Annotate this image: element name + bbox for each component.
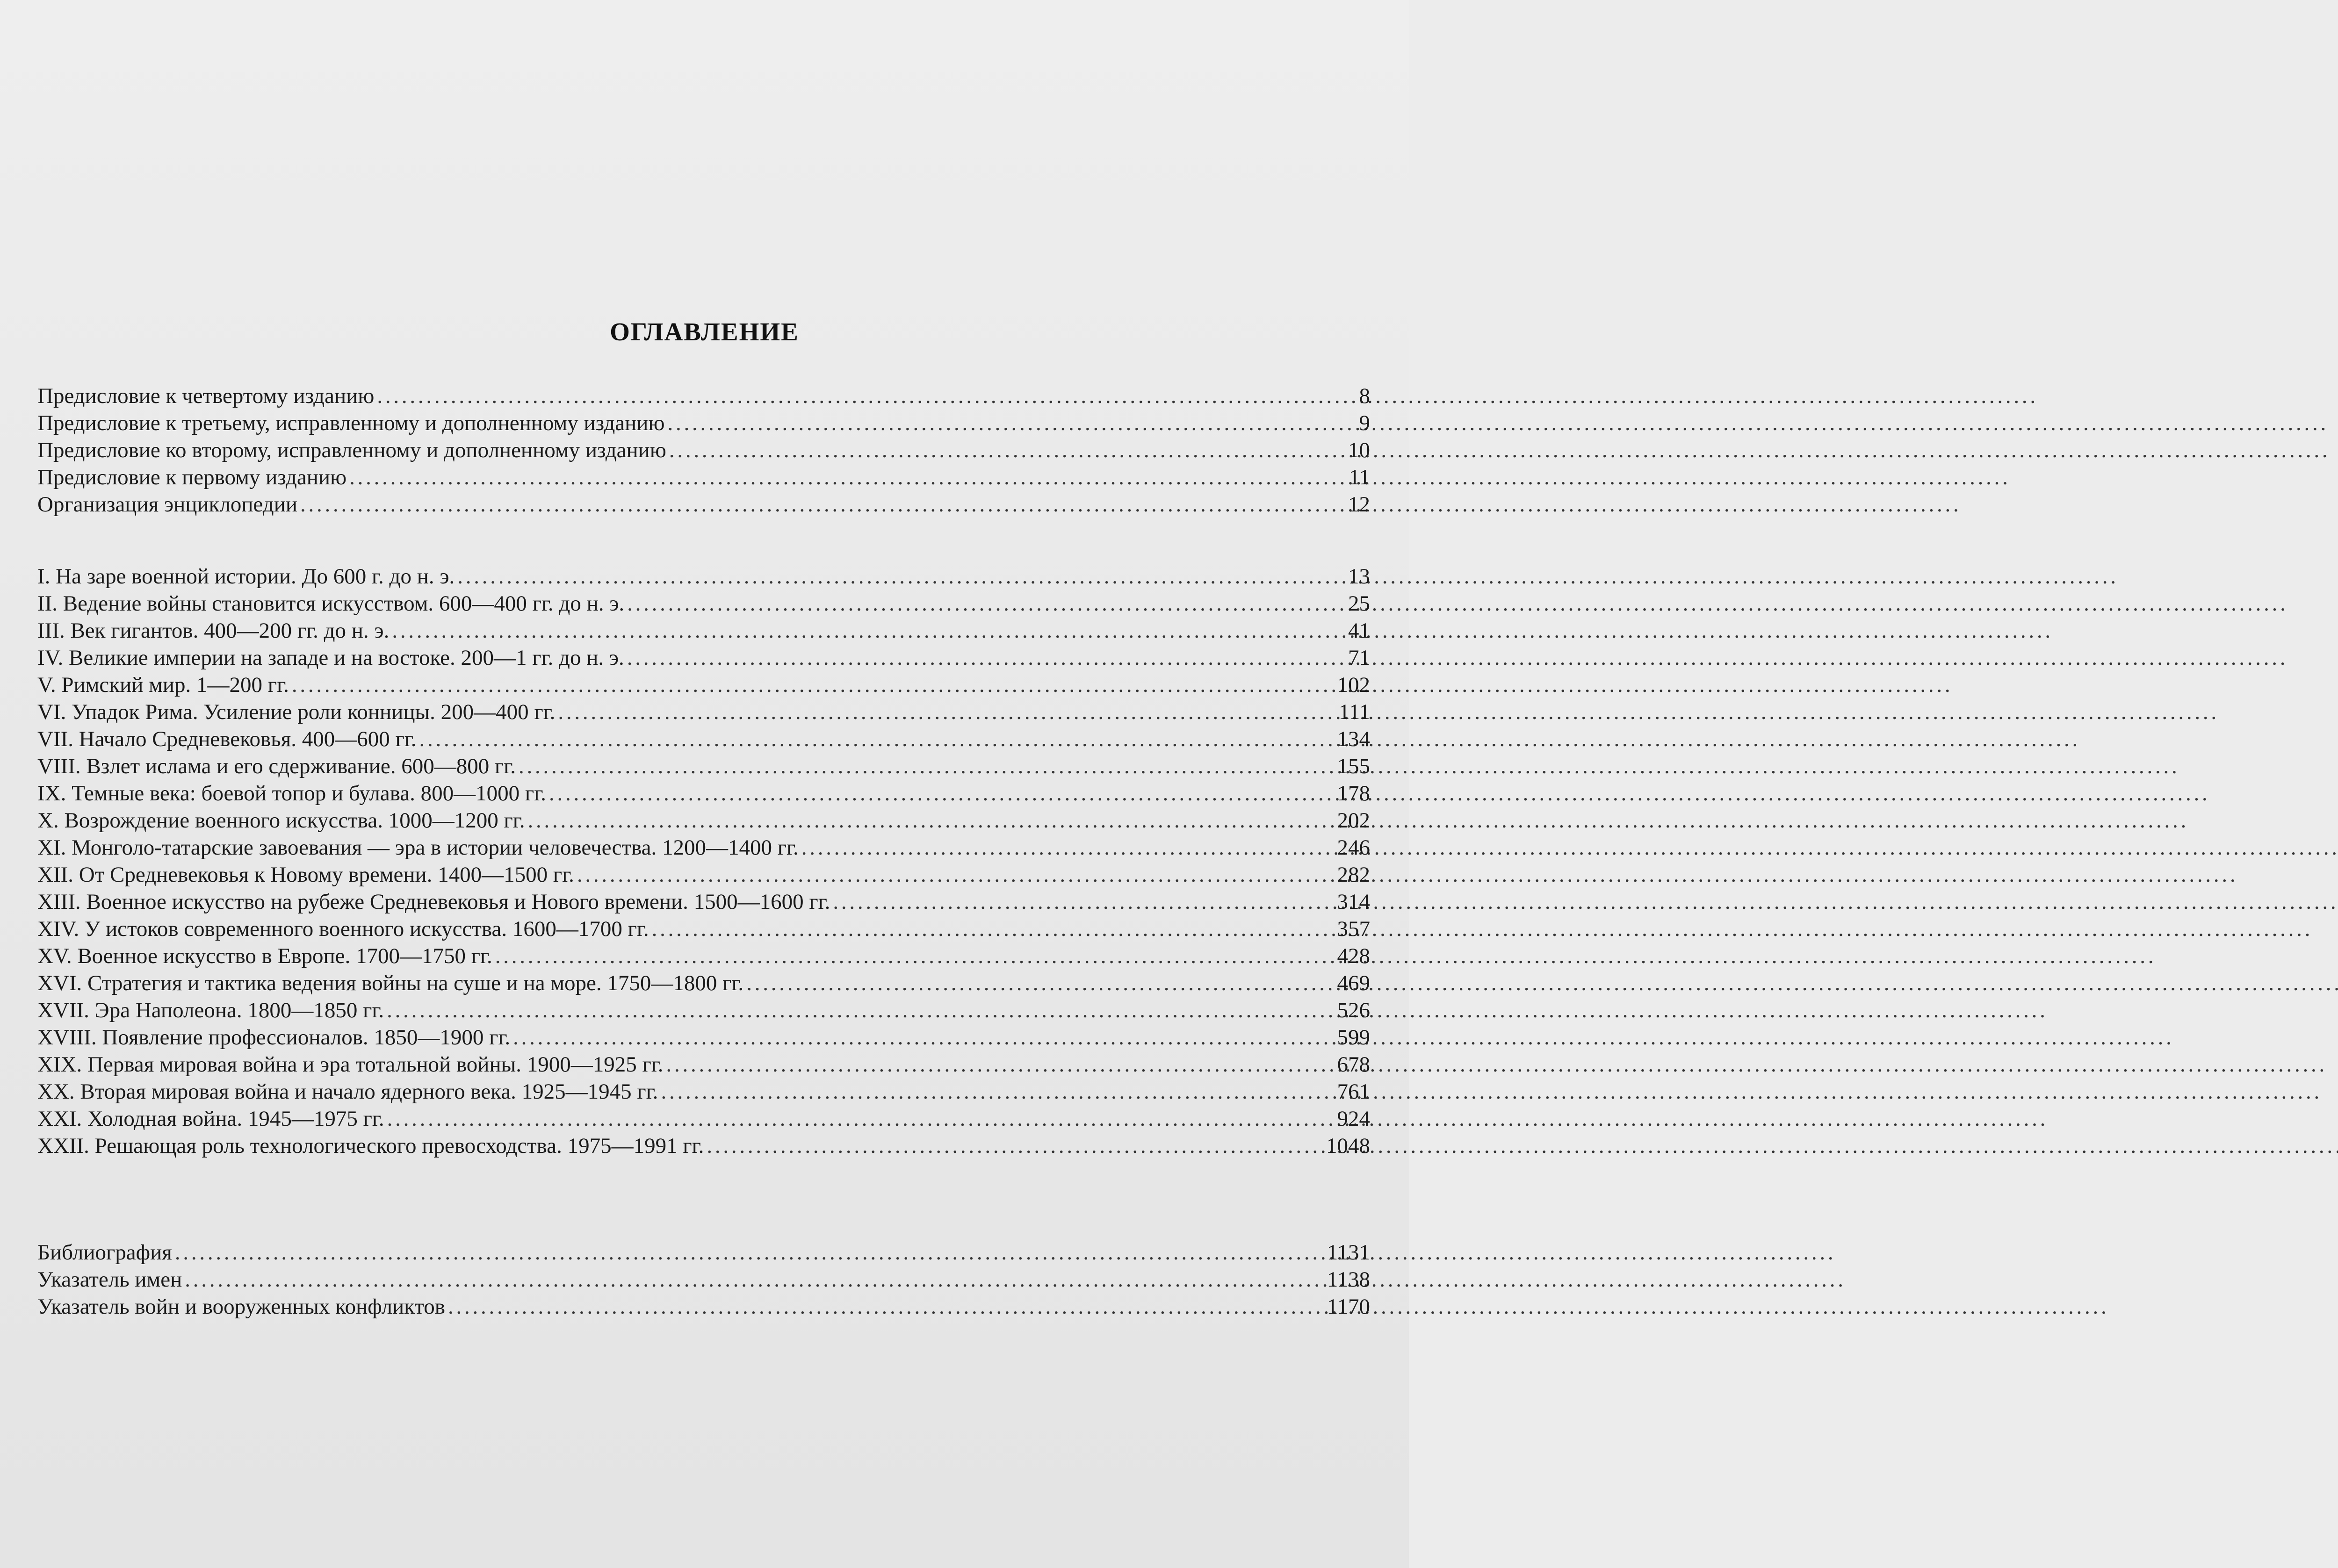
toc-entry xyxy=(37,970,1370,997)
toc-entry-title: Указатель войн и вооруженных конфликтов xyxy=(37,1295,446,1319)
back-matter-list xyxy=(37,1239,1370,1320)
toc-dot-leader xyxy=(495,942,1335,970)
toc-entry-title: I. На заре военной истории. До 600 г. до н. э. xyxy=(37,564,455,589)
toc-entry-page: 178 xyxy=(1337,781,1370,806)
toc-entry xyxy=(37,807,1370,834)
toc-dot-leader xyxy=(175,1239,1324,1266)
toc-entry-title: XIV. У истоков современного военного искусства. 1600—1700 гг. xyxy=(37,917,649,941)
toc-entry-title: Организация энциклопедии xyxy=(37,492,298,517)
toc-entry-page: 678 xyxy=(1337,1052,1370,1077)
toc-dot-leader xyxy=(387,1105,1335,1132)
page-title: ОГЛАВЛЕНИЕ xyxy=(610,317,799,346)
toc-entry xyxy=(37,861,1370,888)
toc-entry xyxy=(37,464,1370,491)
toc-entry xyxy=(37,617,1370,644)
toc-entry xyxy=(37,1105,1370,1132)
toc-entry-title: Библиография xyxy=(37,1240,172,1265)
toc-entry-page: 599 xyxy=(1337,1025,1370,1050)
toc-entry xyxy=(37,1051,1370,1078)
toc-entry-page: 202 xyxy=(1337,808,1370,833)
toc-dot-leader xyxy=(513,1024,1334,1051)
toc-entry xyxy=(37,726,1370,753)
toc-entry-page: 102 xyxy=(1337,673,1370,697)
toc-entry xyxy=(37,780,1370,807)
toc-dot-leader xyxy=(549,780,1335,807)
toc-dot-leader xyxy=(349,464,1346,491)
toc-entry-page: 155 xyxy=(1337,754,1370,778)
toc-entry-title: Предисловие к четвертому изданию xyxy=(37,384,375,408)
toc-entry xyxy=(37,437,1370,464)
toc-dot-leader xyxy=(668,410,1357,437)
toc-entry-title: VIII. Взлет ислама и его сдерживание. 600—800 гг. xyxy=(37,754,516,778)
toc-entry xyxy=(37,1132,1370,1159)
toc-entry-title: XV. Военное искусство в Европе. 1700—1750 гг. xyxy=(37,944,492,968)
toc-entry xyxy=(37,698,1370,726)
toc-dot-leader xyxy=(558,698,1336,726)
toc-entry-title: XI. Монголо-татарские завоевания — эра в истории человечества. 1200—1400 гг. xyxy=(37,835,799,860)
toc-entry-page: 314 xyxy=(1337,890,1370,914)
toc-entry-title: Предисловие к третьему, исправленному и дополненному изданию xyxy=(37,411,665,435)
toc-dot-leader xyxy=(661,1078,1334,1105)
toc-dot-leader xyxy=(392,617,1345,644)
toc-entry-title: XVII. Эра Наполеона. 1800—1850 гг. xyxy=(37,998,384,1022)
toc-entry xyxy=(37,1078,1370,1105)
toc-entry-page: 9 xyxy=(1359,411,1370,435)
toc-dot-leader xyxy=(387,997,1334,1024)
toc-entry-page: 1138 xyxy=(1327,1267,1370,1292)
toc-entry-title: II. Ведение войны становится искусством. 600—400 гг. до н. э. xyxy=(37,591,625,616)
toc-dot-leader xyxy=(627,590,1345,617)
toc-entry-page: 12 xyxy=(1348,492,1370,517)
toc-entry xyxy=(37,915,1370,942)
chapters-list xyxy=(37,563,1370,1159)
toc-entry xyxy=(37,1239,1370,1266)
toc-dot-leader xyxy=(577,861,1335,888)
toc-dot-leader xyxy=(457,563,1345,590)
toc-entry xyxy=(37,1266,1370,1293)
toc-entry-title: Указатель имен xyxy=(37,1267,182,1292)
toc-entry-page: 526 xyxy=(1337,998,1370,1022)
toc-entry-page: 1048 xyxy=(1326,1134,1370,1158)
toc-entry-page: 134 xyxy=(1337,727,1370,751)
toc-entry-title: IX. Темные века: боевой топор и булава. 800—1000 гг. xyxy=(37,781,546,806)
toc-dot-leader xyxy=(519,753,1334,780)
toc-entry-page: 924 xyxy=(1337,1107,1370,1131)
toc-dot-leader xyxy=(669,437,1345,464)
toc-entry xyxy=(37,491,1370,518)
toc-entry xyxy=(37,834,1370,861)
toc-entry-title: XXII. Решающая роль технологического превосходства. 1975—1991 гг. xyxy=(37,1134,704,1158)
toc-entry-title: XVIII. Появление профессионалов. 1850—1900 гг. xyxy=(37,1025,511,1050)
toc-dot-leader xyxy=(627,644,1345,671)
toc-dot-leader xyxy=(746,970,1334,997)
toc-dot-leader xyxy=(448,1293,1324,1320)
toc-entry-page: 761 xyxy=(1337,1079,1370,1104)
toc-entry-page: 1131 xyxy=(1327,1240,1370,1265)
toc-entry-title: XII. От Средневековья к Новому времени. 1400—1500 гг. xyxy=(37,863,574,887)
toc-entry-page: 282 xyxy=(1337,863,1370,887)
toc-entry-title: VI. Упадок Рима. Усиление роли конницы. 200—400 гг. xyxy=(37,700,556,724)
toc-dot-leader xyxy=(666,1051,1334,1078)
toc-entry-page: 71 xyxy=(1348,646,1370,670)
toc-entry-page: 25 xyxy=(1348,591,1370,616)
toc-dot-leader xyxy=(801,834,1335,861)
toc-entry-page: 13 xyxy=(1348,564,1370,589)
toc-entry-title: V. Римский мир. 1—200 гг. xyxy=(37,673,289,697)
toc-dot-leader xyxy=(300,491,1345,518)
toc-dot-leader xyxy=(652,915,1335,942)
toc-entry-page: 469 xyxy=(1337,971,1370,995)
toc-entry xyxy=(37,382,1370,410)
toc-entry xyxy=(37,997,1370,1024)
toc-entry-title: III. Век гигантов. 400—200 гг. до н. э. xyxy=(37,619,390,643)
toc-entry xyxy=(37,590,1370,617)
toc-entry-page: 357 xyxy=(1337,917,1370,941)
toc-dot-leader xyxy=(377,382,1356,410)
toc-entry-title: IV. Великие империи на западе и на востоке. 200—1 гг. до н. э. xyxy=(37,646,624,670)
front-matter-list xyxy=(37,382,1370,518)
toc-entry-page: 11 xyxy=(1349,465,1370,489)
toc-entry-title: XIII. Военное искусство на рубеже Средневековья и Нового времени. 1500—1600 гг. xyxy=(37,890,830,914)
toc-entry xyxy=(37,410,1370,437)
toc-entry-title: X. Возрождение военного искусства. 1000—1200 гг. xyxy=(37,808,525,833)
toc-entry-page: 8 xyxy=(1359,384,1370,408)
toc-entry-page: 111 xyxy=(1338,700,1370,724)
toc-entry xyxy=(37,1293,1370,1320)
toc-entry-title: XIX. Первая мировая война и эра тотальной войны. 1900—1925 гг. xyxy=(37,1052,664,1077)
toc-entry-page: 1170 xyxy=(1327,1295,1370,1319)
toc-dot-leader xyxy=(292,671,1335,698)
toc-entry xyxy=(37,644,1370,671)
toc-entry xyxy=(37,563,1370,590)
toc-entry-title: VII. Начало Средневековья. 400—600 гг. xyxy=(37,727,417,751)
toc-entry xyxy=(37,1024,1370,1051)
toc-entry-page: 41 xyxy=(1348,619,1370,643)
toc-entry xyxy=(37,671,1370,698)
toc-dot-leader xyxy=(707,1132,1323,1159)
toc-dot-leader xyxy=(833,888,1334,915)
toc-dot-leader xyxy=(419,726,1335,753)
toc-dot-leader xyxy=(185,1266,1324,1293)
toc-dot-leader xyxy=(527,807,1334,834)
toc-entry xyxy=(37,888,1370,915)
toc-entry-title: XVI. Стратегия и тактика ведения войны на суше и на море. 1750—1800 гг. xyxy=(37,971,744,995)
toc-entry-title: XX. Вторая мировая война и начало ядерного века. 1925—1945 гг. xyxy=(37,1079,658,1104)
toc-entry-page: 246 xyxy=(1337,835,1370,860)
toc-entry-title: Предисловие ко второму, исправленному и дополненному изданию xyxy=(37,438,666,462)
toc-entry-title: Предисловие к первому изданию xyxy=(37,465,347,489)
toc-entry xyxy=(37,942,1370,970)
toc-entry-title: XXI. Холодная война. 1945—1975 гг. xyxy=(37,1107,384,1131)
toc-entry-page: 428 xyxy=(1337,944,1370,968)
toc-entry xyxy=(37,753,1370,780)
toc-entry-page: 10 xyxy=(1348,438,1370,462)
